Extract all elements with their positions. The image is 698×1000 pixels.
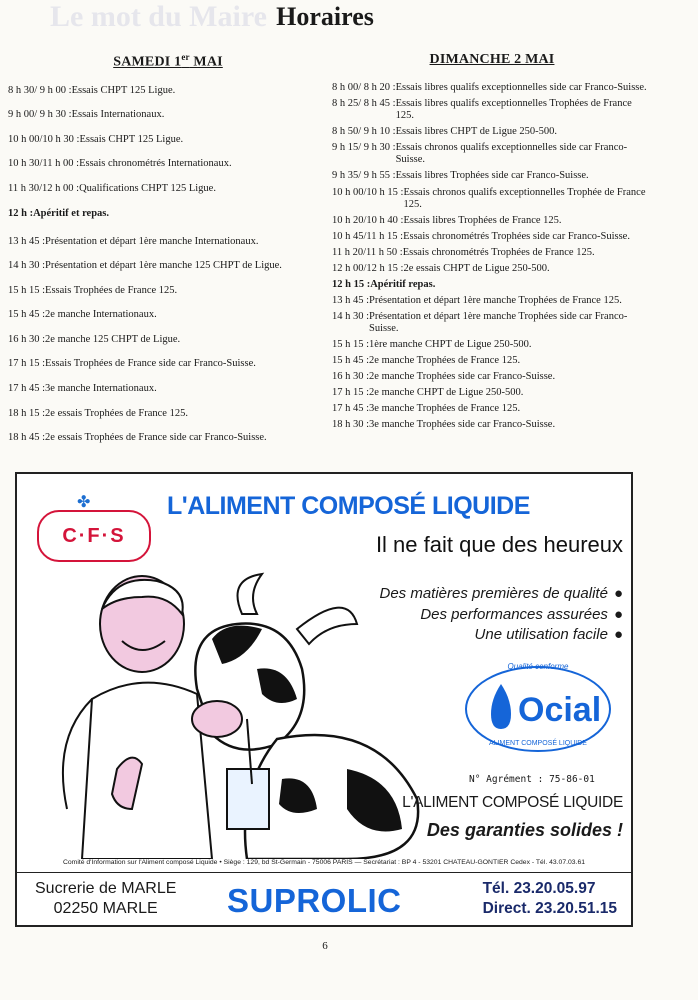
sucrerie-address (35, 879, 176, 919)
ad-divider (17, 872, 631, 873)
schedule-time: 16 h 30 : (332, 371, 370, 383)
schedule-time: 15 h 45 : (332, 355, 370, 367)
bullet-dot-icon: ● (613, 585, 623, 602)
schedule-time: 18 h 30 : (332, 419, 370, 431)
schedule-time: 14 h 30 : (8, 260, 46, 272)
ad-subheadline: Il ne fait que des heureux (375, 532, 623, 557)
leaf-icon: ✤ (77, 494, 91, 511)
schedule-event: Présentation et départ 1ère manche 125 CHPT de Ligue. (45, 260, 282, 272)
schedule-row (332, 371, 652, 383)
schedule-event: 2e essais CHPT de Ligue 250-500. (403, 262, 550, 274)
schedule-row (8, 158, 328, 170)
schedule-time: 11 h 30/12 h 00 : (8, 183, 80, 194)
schedule-event: Essais libres CHPT de Ligue 250-500. (395, 126, 557, 138)
schedule-time: 18 h 15 : (8, 407, 46, 419)
schedule-time: 18 h 45 : (8, 432, 46, 444)
schedule-time: 10 h 45/11 h 15 : (332, 230, 404, 242)
ad-tagline-2: Des garanties solides ! (426, 820, 623, 840)
schedule-event: Essais libres qualifs exceptionnelles side car Franco-Suisse. (395, 82, 647, 94)
schedule-row (332, 142, 652, 166)
bullet-item: Des matières premières de qualité ● (379, 585, 623, 602)
sunday-heading: DIMANCHE 2 MAI (429, 52, 555, 67)
schedule-time: 9 h 15/ 9 h 30 : (332, 142, 396, 154)
schedule-row (332, 311, 652, 335)
ad-tagline: L'ALIMENT COMPOSÉ LIQUIDE (402, 794, 623, 811)
schedule-time: 8 h 00/ 8 h 20 : (332, 82, 396, 94)
schedule-event: 2e manche Trophées side car Franco-Suisse. (369, 371, 556, 383)
faded-background-title: Le mot du Maire (50, 0, 267, 33)
schedule-row (8, 285, 328, 297)
schedule-time: 10 h 00/10 h 30 : (8, 133, 80, 145)
schedule-time: 17 h 15 : (8, 358, 46, 370)
schedule-event: Présentation et départ 1ère manche Internationaux. (45, 235, 259, 247)
schedule-row (8, 408, 328, 420)
bullet-dot-icon: ● (613, 626, 623, 644)
schedule-event: Essais chronométrés Trophées side car Franco-Suisse. (403, 230, 630, 242)
schedule-event: 2e manche 125 CHPT de Ligue. (45, 333, 181, 345)
schedule-row (332, 170, 652, 182)
schedule-row (8, 309, 328, 321)
schedule-event: Essais chronos qualifs exceptionnelles side car Franco-Suisse. (395, 142, 628, 166)
schedule-time: 12 h 00/12 h 15 : (332, 262, 404, 274)
schedule-time: 13 h 45 : (332, 294, 370, 306)
schedule-row (332, 355, 652, 367)
schedule-event: 2e manche CHPT de Ligue 250-500. (369, 387, 524, 399)
saturday-schedule (8, 52, 328, 457)
bullet-item: Des performances assurées ● (420, 605, 623, 623)
schedule-time: 17 h 15 : (332, 387, 370, 399)
cfs-logo: C·F·S (37, 510, 151, 562)
schedule-event: Essais Trophées de France side car Franco-Suisse. (45, 358, 256, 370)
schedule-event: Essais Trophées de France 125. (45, 284, 178, 296)
schedule-row (332, 187, 652, 211)
page-number: 6 (322, 940, 328, 952)
schedule-event: Essais Internationaux. (71, 109, 165, 121)
schedule-event: Présentation et départ 1ère manche Trophées side car Franco-Suisse. (369, 311, 628, 335)
schedule-time: 9 h 35/ 9 h 55 : (332, 170, 396, 182)
schedule-event: Essais chronométrés Internationaux. (79, 158, 232, 170)
schedule-event: Qualifications CHPT 125 Ligue. (79, 183, 216, 194)
schedule-event: Essais libres Trophées de France 125. (403, 214, 562, 226)
schedule-row (8, 260, 328, 272)
schedule-event: 2e essais Trophées de France 125. (45, 407, 188, 419)
page-title: Horaires (276, 2, 374, 31)
schedule-time: 10 h 20/10 h 40 : (332, 214, 404, 226)
schedule-time: 8 h 50/ 9 h 10 : (332, 126, 396, 138)
schedule-event: Apéritif repas. (370, 278, 436, 290)
schedule-event: Essais CHPT 125 Ligue. (71, 84, 176, 96)
schedule-row (332, 387, 652, 399)
schedule-row (332, 339, 652, 351)
schedule-event: Essais libres Trophées side car Franco-Suisse. (395, 170, 589, 182)
schedule-event: 1ère manche CHPT de Ligue 250-500. (369, 339, 532, 351)
ocial-brand-text: Ocial (518, 691, 602, 729)
schedule-event: 2e manche Trophées de France 125. (369, 355, 521, 367)
schedule-row (8, 432, 328, 444)
schedule-time: 14 h 30 : (332, 311, 370, 323)
schedule-time: 11 h 20/11 h 50 : (332, 246, 403, 258)
schedule-row (332, 279, 652, 291)
schedule-time: 15 h 15 : (332, 339, 370, 351)
schedule-event: 2e essais Trophées de France side car Franco-Suisse. (45, 432, 267, 444)
schedule-time: 12 h : (8, 207, 34, 219)
sucrerie-line-2: 02250 MARLE (53, 900, 158, 917)
schedule-time: 9 h 00/ 9 h 30 : (8, 109, 72, 121)
schedule-row (332, 403, 652, 415)
schedule-row (8, 236, 328, 248)
agrement-number: N° Agrément : 75-86-01 (469, 774, 595, 785)
schedule-row (332, 419, 652, 431)
schedule-row (332, 295, 652, 307)
schedule-time: 13 h 45 : (8, 235, 46, 247)
schedule-event: Essais chronométrés Trophées de France 125. (402, 246, 595, 258)
schedule-row (332, 263, 652, 275)
schedule-event: Apéritif et repas. (33, 207, 110, 219)
schedule-event: Présentation et départ 1ère manche Trophées de France 125. (369, 294, 622, 306)
schedule-row (8, 208, 328, 220)
schedule-event: 3e manche Trophées de France 125. (369, 403, 521, 415)
schedule-row (8, 334, 328, 346)
schedule-row (332, 126, 652, 138)
schedule-row (8, 109, 328, 121)
schedule-time: 8 h 30/ 9 h 00 : (8, 84, 72, 96)
farmer-and-cow-illustration (47, 569, 447, 859)
ocial-bottom-text: ALIMENT COMPOSÉ LIQUIDE (489, 740, 587, 747)
phone-direct: Direct. 23.20.51.15 (482, 900, 617, 918)
schedule-event: Essais libres qualifs exceptionnelles Trophées de France 125. (395, 98, 632, 122)
schedule-time: 15 h 45 : (8, 309, 46, 321)
schedule-time: 15 h 15 : (8, 284, 46, 296)
schedule-row (8, 358, 328, 370)
schedule-row (8, 183, 328, 195)
schedule-row (8, 383, 328, 395)
schedule-row (332, 247, 652, 259)
schedule-row (332, 215, 652, 227)
phone-numbers (483, 879, 617, 919)
phone-tel: Tél. 23.20.05.97 (482, 880, 596, 897)
advertisement (15, 472, 633, 927)
committee-address: Comité d'Information sur l'Aliment composé Liquide • Siège : 129, bd St-Germain - 75006 PARIS — Secrétariat : BP 4 - 53201 CHATEAU-GONTIER Cedex - Tél. 43.07.03.61 (62, 859, 586, 866)
schedule-row (8, 134, 328, 146)
sucrerie-line-1: Sucrerie de MARLE (35, 880, 177, 897)
schedule-event: 3e manche Trophées side car Franco-Suisse. (369, 419, 556, 431)
saturday-heading: SAMEDI 1er MAI (113, 52, 223, 70)
bullet-dot-icon: ● (613, 605, 623, 623)
schedule-row (8, 85, 328, 97)
schedule-event: Essais CHPT 125 Ligue. (79, 133, 184, 145)
suprolic-brand: SUPROLIC (227, 882, 402, 919)
schedule-time: 17 h 45 : (332, 403, 370, 415)
schedule-time: 17 h 45 : (8, 383, 46, 394)
schedule-time: 12 h 15 : (332, 278, 371, 290)
bullet-item: Une utilisation facile ● (474, 626, 623, 644)
schedule-event: 2e manche Internationaux. (45, 309, 157, 321)
schedule-time: 10 h 30/11 h 00 : (8, 158, 80, 170)
schedule-event: Essais chronos qualifs exceptionnelles Trophée de France 125. (403, 186, 646, 210)
schedule-row (332, 98, 652, 122)
ocial-logo (463, 659, 613, 754)
ad-headline: L'ALIMENT COMPOSÉ LIQUIDE (167, 492, 530, 520)
schedule-row (332, 82, 652, 94)
schedule-event: 3e manche Internationaux. (45, 383, 157, 394)
ocial-top-text: Qualité conforme (507, 662, 569, 671)
schedule-time: 8 h 25/ 8 h 45 : (332, 98, 396, 110)
sunday-schedule (332, 52, 652, 436)
schedule-time: 10 h 00/10 h 15 : (332, 186, 404, 198)
schedule-time: 16 h 30 : (8, 333, 46, 345)
schedule-row (332, 231, 652, 243)
